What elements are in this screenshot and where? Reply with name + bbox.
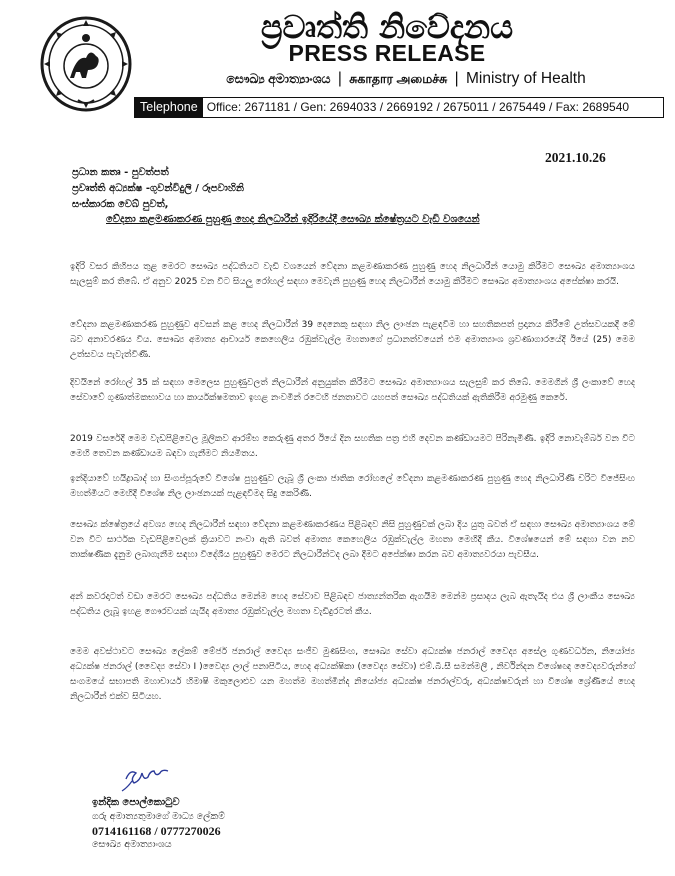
sri-lanka-emblem-icon [38, 14, 134, 118]
recipient-line: සංස්කාරක වෙබ් පුවත්, [72, 199, 169, 210]
title-sinhala: ප්‍රවෘත්ති නිවේදනය [260, 8, 514, 46]
ministry-tamil: சுகாதார அமைச்சு [349, 72, 448, 86]
separator: | [454, 70, 459, 87]
body-paragraph: ඉන්දියාවේ හයිද්‍රාබාද් හා සිංගප්පූරුවේ විශේෂ පුහුණුව ලැබූ ශ්‍රී ලංකා ජාතික රෝහලේ වේදනා කළමණාකරණ පුහුණු හෙද නිලධාරිණි චරිට විජේසිංහ මහත්මියට මෙහිදී විශේෂ නිල ලාංඡනයක් පැළඳවීමද සිදු කෙරිණි. [70, 474, 635, 499]
body-paragraph: අන් කවරදාටත් වඩා මෙරට සෞඛ්‍ය පද්ධතිය මෙන්ම හෙද සේවාව පිළිබඳව ජාත්‍යන්තරික ඇගයීම මෙන්ම ප්‍රසාදය ලැබ ඇතැයිද එය ශ්‍රී ලාංකීය සෞඛ්‍ය පද්ධතිය ලැබූ ඉහළ ගෞරවයක් යැයිද අමාත්‍ය රඹුක්වැල්ල මහතා වැඩිදුරටත් කීය. [70, 592, 635, 617]
body-paragraph: ඉදිරි වසර කිහිපය තුළ මෙරට සෞඛ්‍ය පද්ධතියට වැඩි වශයෙන් වේදනා කළමණාකරණ පුහුණු හෙද නිලධාරීන් යොමු කිරීමට සෞඛ්‍ය අමාත්‍යාංශය සැලසුම් කර තිබේ. ඒ අනුව 2025 වන විට සියලු රෝහල් සඳහා මෙවැනි පුහුණු හෙද නිලධාරීන් යොමු කිරීමට සෞඛ්‍ය අමාත්‍යාංශය අපේක්ෂා කරයි. [70, 262, 635, 287]
recipient-line: ප්‍රවෘත්ති අධ්‍යක්ෂ -ගුවන්විදුලි / රූපවාහිනි [72, 183, 244, 194]
release-date: 2021.10.26 [545, 150, 606, 165]
body-paragraph: වේදනා කළමණාකරණ පුහුණුව අවසන් කළ හෙද නිලධාරීන් 39 දෙනෙකු සඳහා නිල ලාංඡන පැළඳවීම හා සහතිකපත් ප්‍රදානය කිරීමේ උත්සවයකදී මේ බව අනාවරණය විය. සෞඛ්‍ය අමාත්‍ය ආචාර්ය කෙහෙලිය රඹුක්වැල්ල මහතාගේ ප්‍රධානත්වයෙන් එම අමාත්‍යාංශ ශ්‍රවණාගාරයේදී ඊයේ (25) මෙම උත්සවය පැවැත්විණි. [70, 320, 635, 360]
title-english: PRESS RELEASE [288, 40, 486, 66]
body-paragraph: මෙම අවස්ථාවට සෞඛ්‍ය ලේකම් මේජර් ජනරාල් වෛද්‍ය සංජීව මුණසිංහ, සෞඛ්‍ය සේවා අධ්‍යක්ෂ ජනරාල් වෛද්‍ය අසේල ගුණවර්ධන, නියෝජ්‍ය අධ්‍යක්ෂ ජනරාල් (වෛද්‍ය සේවා I )වෛද්‍ය ලාල් පනාපිටිය, හෙද අධ්‍යක්ෂිකා (වෛද්‍ය සේවා) එම්.බී.සී සමන්මලී , නිර්වින්දන විශේෂඥ වෛද්‍යවරුන්ගේ සංගමයේ සභාපති මහාචාර්ය හිමාෂි මකුලොළුව යන මහත්ම මහත්මීන්ද නියෝජ්‍ය අධ්‍යක්ෂ ජනරාල්වරු, අධ්‍යක්ෂවරුන් හා විශේෂ ශ්‍රේණියේ හෙද නිලධාරීන් එක්ව සිටියහ. [70, 647, 635, 702]
ministry-line [150, 70, 662, 88]
signatory-phones: 0714161168 / 0777270026 [92, 824, 221, 838]
ministry-english: Ministry of Health [465, 70, 586, 87]
telephone-numbers: Office: 2671181 / Gen: 2694033 / 2669192 / 2675011 / 2675449 / Fax: 2689540 [203, 98, 663, 117]
signature-block [92, 796, 225, 852]
telephone-bar [134, 97, 664, 118]
recipient-line: ප්‍රධාන කතෘ - පුවත්පත් [72, 167, 169, 178]
subject-heading: වේදනා කළමණාකරණ පුහුණු හෙද නිලධාරීන් ඉදිරියේදී සෞඛ්‍ය ක්ෂේත්‍රයට වැඩි වශයෙන් [106, 214, 480, 225]
body-paragraph: දිවයිනේ රෝහල් 35 ක් සඳහා මෙලෙස පුහුණුවලත් නිලධාරීන් අනුයුක්ත කිරීමට සෞඛ්‍ය අමාත්‍යාංශය සැලසුම් කර තිබේ. මෙමගින් ශ්‍රී ලංකාවේ හෙද සේවාවේ ගුණාත්මකභාවය හා කාර්යක්ෂමතාව ඉහළ නංවමින් රටෙහි ජනතාවට යහපත් සෞඛ්‍ය පද්ධතියක් ඇතිකිරීම අරමුණු කෙරේ. [70, 378, 635, 403]
separator: | [337, 70, 342, 87]
signatory-name: ඉන්දික පොල්කොටුව [92, 797, 180, 808]
body-paragraph: සෞඛ්‍ය ක්ෂේත්‍රයේ අවශ්‍ය හෙද නිලධාරීන් සඳහා වේදනා කළමණාකරණය පිළිබඳව නිසි පුහුණුවක් ලබා දිය යුතු බවත් ඒ සඳහා සෞඛ්‍ය අමාත්‍යාංශය මේ වන විට සාර්ථක වැඩපිළිවෙලක් ක්‍රියාවට නංවා ඇති බවත් අමාත්‍ය කෙහෙලිය රඹුක්වැල්ල මහතා මෙහිදී කීය. විශේෂයෙන් මේ සඳහා වන නව තාක්ෂණික දැනුම ලබාගැනීම සඳහා විදේශීය පුහුණුව මෙරට නිලධාරීන්ටද ලබා දීමට අපේක්ෂා කරන බව අමාත්‍යවරයා පැවසීය. [70, 520, 635, 560]
body-paragraph: 2019 වසරේදී මෙම වැඩපිළිවෙල මූලිකව ආරම්භ කෙරුණු අතර ඊයේ දින සහතික පත්‍ර එහි දෙවන කණ්ඩායමට පිරිනැමිණි. ඉදිරි නොවැම්බර් වන විට මෙහි තෙවන කණ්ඩායම බඳවා ගැනීමට නියමිතය. [70, 434, 635, 459]
handwritten-signature-icon [112, 745, 182, 795]
recipients-block [72, 165, 244, 213]
ministry-sinhala: සෞඛ්‍ය අමාත්‍යාංශය [226, 72, 331, 86]
telephone-label: Telephone [140, 100, 198, 114]
signatory-ministry: සෞඛ්‍ය අමාත්‍යාංශය [92, 839, 172, 850]
signatory-title: ගරු අමාත්‍යතුමාගේ මාධ්‍ය ලේකම් [92, 811, 225, 822]
